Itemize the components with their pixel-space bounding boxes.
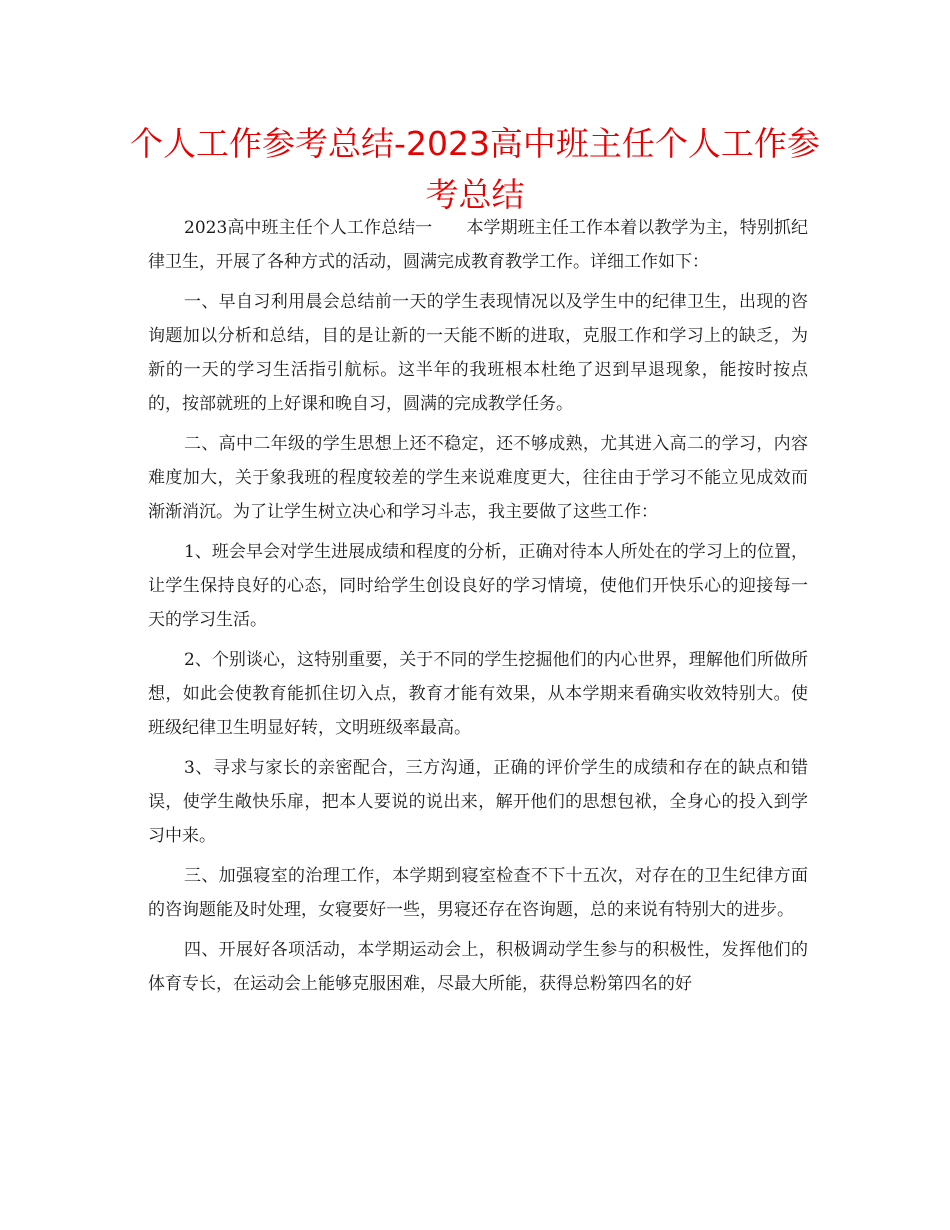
paragraph-item-1: 1、班会早会对学生进展成绩和程度的分析，正确对待本人所处在的学习上的位置，让学生保持良好的心态，同时给学生创设良好的学习情境，使他们开快乐心的迎接每一天的学习生活。: [148, 542, 808, 630]
paragraph-section-4: 四、开展好各项活动，本学期运动会上，积极调动学生参与的积极性，发挥他们的体育专长，在运动会上能够克服困难，尽最大所能，获得总粉第四名的好: [148, 940, 808, 994]
paragraph-item-3: 3、寻求与家长的亲密配合，三方沟通，正确的评价学生的成绩和存在的缺点和错误，使学生敞快乐扉，把本人要说的说出来，解开他们的思想包袱，全身心的投入到学习中来。: [148, 758, 808, 846]
paragraph-item-2: 2、个别谈心，这特别重要，关于不同的学生挖掘他们的内心世界，理解他们所做所想，如此会使教育能抓住切入点，教育才能有效果，从本学期来看确实收效特别大。使班级纪律卫生明显好转，文明班级率最高。: [148, 650, 808, 738]
paragraph-section-2: 二、高中二年级的学生思想上还不稳定，还不够成熟，尤其进入高二的学习，内容难度加大，关于象我班的程度较差的学生来说难度更大，往往由于学习不能立见成效而渐渐消沉。为了让学生树立决心和学习斗志，我主要做了这些工作：: [148, 434, 808, 522]
document-title: 个人工作参考总结-2023高中班主任个人工作参考总结: [130, 124, 820, 214]
document-body: [148, 211, 808, 1007]
paragraph-section-1: 一、早自习利用晨会总结前一天的学生表现情况以及学生中的纪律卫生，出现的咨询题加以分析和总结，目的是让新的一天能不断的进取，克服工作和学习上的缺乏，为新的一天的学习生活指引航标。这半年的我班根本杜绝了迟到早退现象，能按时按点的，按部就班的上好课和晚自习，圆满的完成教学任务。: [148, 292, 808, 414]
paragraph-intro: 2023高中班主任个人工作总结一 本学期班主任工作本着以教学为主，特别抓纪律卫生，开展了各种方式的活动，圆满完成教育教学工作。详细工作如下：: [148, 218, 808, 272]
paragraph-section-3: 三、加强寝室的治理工作，本学期到寝室检查不下十五次，对存在的卫生纪律方面的咨询题能及时处理，女寝要好一些，男寝还存在咨询题，总的来说有特别大的进步。: [148, 866, 808, 920]
